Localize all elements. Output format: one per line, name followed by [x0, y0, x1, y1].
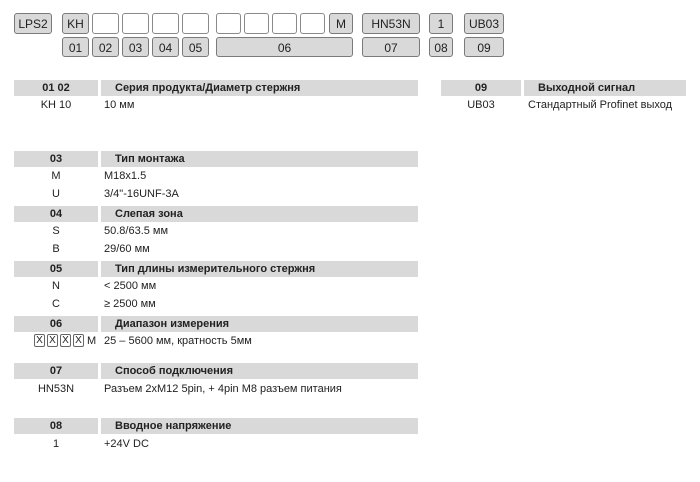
code-slot-03 [92, 13, 119, 34]
code-slot-06d [300, 13, 325, 34]
row-desc-1: +24V DC [104, 438, 149, 450]
row-desc-b: 29/60 мм [104, 243, 150, 255]
section-06-code: 06 [14, 316, 98, 332]
row-code-s: S [52, 225, 60, 237]
row-desc-n: < 2500 мм [104, 280, 157, 292]
code-slot-06a [216, 13, 241, 34]
section-03-title: Тип монтажа [101, 151, 418, 167]
field-label-01: 01 [62, 37, 89, 57]
field-label-06: 06 [216, 37, 353, 57]
code-slot-06c [272, 13, 297, 34]
code-box-m: M [329, 13, 353, 34]
code-slot-05b [182, 13, 209, 34]
section-09-code: 09 [441, 80, 521, 96]
range-x-box-1: X [34, 334, 45, 347]
field-label-02: 02 [92, 37, 119, 57]
row-code-m: M [51, 170, 61, 182]
section-05-code: 05 [14, 261, 98, 277]
range-suffix-m: M [87, 335, 97, 347]
range-x-box-3: X [60, 334, 71, 347]
section-07-title: Способ подключения [101, 363, 418, 379]
section-05-title: Тип длины измерительного стержня [101, 261, 418, 277]
row-code-n: N [52, 280, 60, 292]
section-04-code: 04 [14, 206, 98, 222]
section-09-title: Выходной сигнал [524, 80, 686, 96]
field-label-08: 08 [429, 37, 453, 57]
row-code-ub03: UB03 [467, 99, 495, 111]
section-07-code: 07 [14, 363, 98, 379]
row-code-b: B [52, 243, 60, 255]
field-label-05: 05 [182, 37, 209, 57]
section-0102-code: 01 02 [14, 80, 98, 96]
row-code-c: C [52, 298, 60, 310]
section-0102-title: Серия продукта/Диаметр стержня [101, 80, 418, 96]
row-desc-range: 25 – 5600 мм, кратность 5мм [104, 335, 252, 347]
code-box-hn53n: HN53N [362, 13, 420, 34]
row-desc-u: 3/4"-16UNF-3A [104, 188, 179, 200]
row-desc-ub03: Стандартный Profinet выход [528, 99, 673, 111]
code-box-lps2: LPS2 [14, 13, 52, 34]
code-box-1: 1 [429, 13, 453, 34]
row-desc-m: M18x1.5 [104, 170, 147, 182]
row-code-kh10: KH 10 [40, 99, 72, 111]
field-label-04: 04 [152, 37, 179, 57]
code-slot-04 [122, 13, 149, 34]
code-slot-06b [244, 13, 269, 34]
code-box-ub03: UB03 [464, 13, 504, 34]
section-08-code: 08 [14, 418, 98, 434]
row-desc-s: 50.8/63.5 мм [104, 225, 169, 237]
section-08-title: Вводное напряжение [101, 418, 418, 434]
row-code-u: U [52, 188, 60, 200]
field-label-09: 09 [464, 37, 504, 57]
range-x-box-2: X [47, 334, 58, 347]
row-desc-hn53n: Разъем 2xM12 5pin, + 4pin M8 разъем питания [104, 383, 342, 395]
code-box-kh: KH [62, 13, 89, 34]
section-03-code: 03 [14, 151, 98, 167]
row-code-hn53n: HN53N [37, 383, 75, 395]
field-label-03: 03 [122, 37, 149, 57]
range-x-box-4: X [73, 334, 84, 347]
field-label-07: 07 [362, 37, 420, 57]
row-code-1: 1 [52, 438, 60, 450]
section-04-title: Слепая зона [101, 206, 418, 222]
section-06-title: Диапазон измерения [101, 316, 418, 332]
code-slot-05 [152, 13, 179, 34]
row-desc-kh10: 10 мм [104, 99, 135, 111]
row-desc-c: ≥ 2500 мм [104, 298, 156, 310]
